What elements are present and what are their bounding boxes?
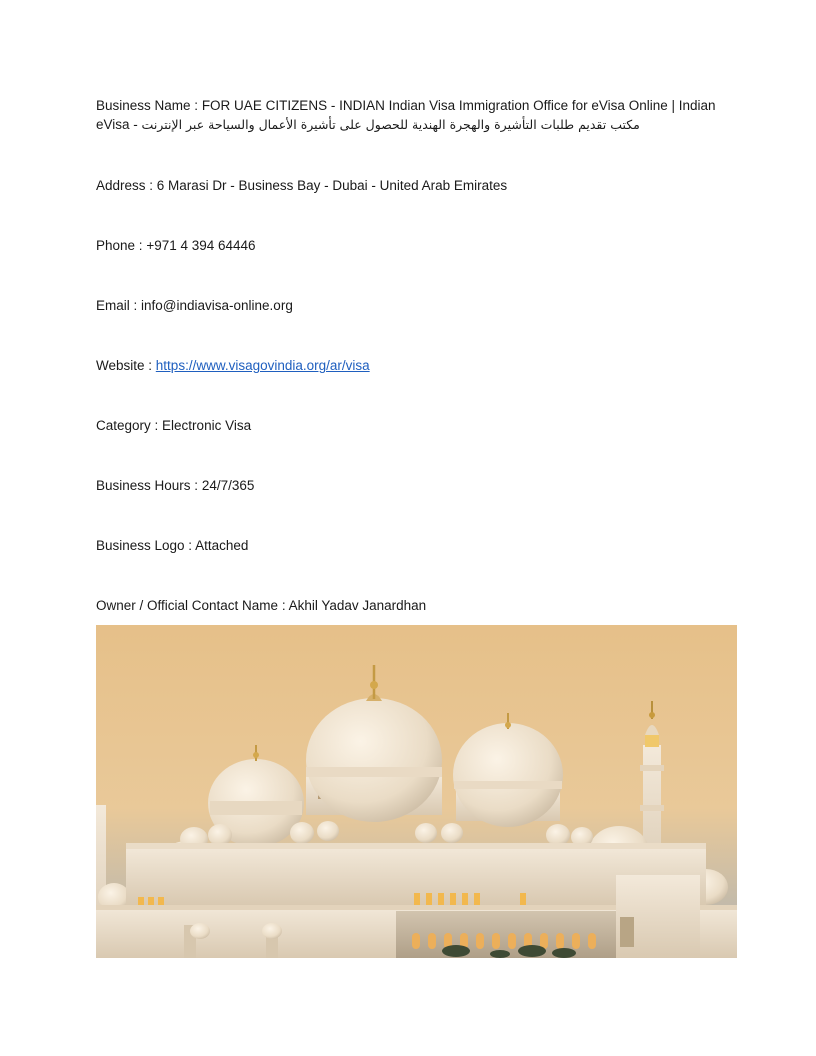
mosque-photo bbox=[96, 625, 737, 958]
business-name-field bbox=[96, 96, 716, 134]
email-label: Email : bbox=[96, 298, 138, 313]
category-label: Category : bbox=[96, 418, 159, 433]
business-hours-field bbox=[96, 476, 716, 495]
owner-field bbox=[96, 596, 716, 615]
business-hours-label: Business Hours : bbox=[96, 478, 199, 493]
email-field bbox=[96, 296, 716, 315]
business-name-value: FOR UAE CITIZENS - INDIAN Indian Visa Immigration Office for eVisa Online | Indian bbox=[201, 98, 716, 113]
phone-value: +971 4 394 64446 bbox=[146, 238, 256, 253]
website-field bbox=[96, 356, 716, 375]
owner-value: Akhil Yadav Janardhan bbox=[288, 598, 427, 613]
business-hours-value: 24/7/365 bbox=[201, 478, 255, 493]
phone-label: Phone : bbox=[96, 238, 143, 253]
business-logo-field bbox=[96, 536, 716, 555]
business-logo-label: Business Logo : bbox=[96, 538, 193, 553]
category-field bbox=[96, 416, 716, 435]
website-link[interactable]: https://www.visagovindia.org/ar/visa bbox=[155, 358, 370, 373]
business-name-arabic: مكتب تقديم طلبات التأشيرة والهجرة الهندية للحصول على تأشيرة الأعمال والسياحة عبر الإنترنت bbox=[141, 117, 640, 132]
address-value: 6 Marasi Dr - Business Bay - Dubai - United Arab Emirates bbox=[156, 178, 508, 193]
phone-field bbox=[96, 236, 716, 255]
email-value: info@indiavisa-online.org bbox=[141, 298, 293, 313]
website-label: Website : bbox=[96, 358, 153, 373]
business-logo-value: Attached bbox=[195, 538, 249, 553]
address-field bbox=[96, 176, 716, 195]
address-label: Address : bbox=[96, 178, 154, 193]
business-name-label: Business Name : bbox=[96, 98, 199, 113]
category-value: Electronic Visa bbox=[162, 418, 252, 433]
business-name-line2-prefix: eVisa - bbox=[96, 117, 138, 132]
owner-label: Owner / Official Contact Name : bbox=[96, 598, 286, 613]
